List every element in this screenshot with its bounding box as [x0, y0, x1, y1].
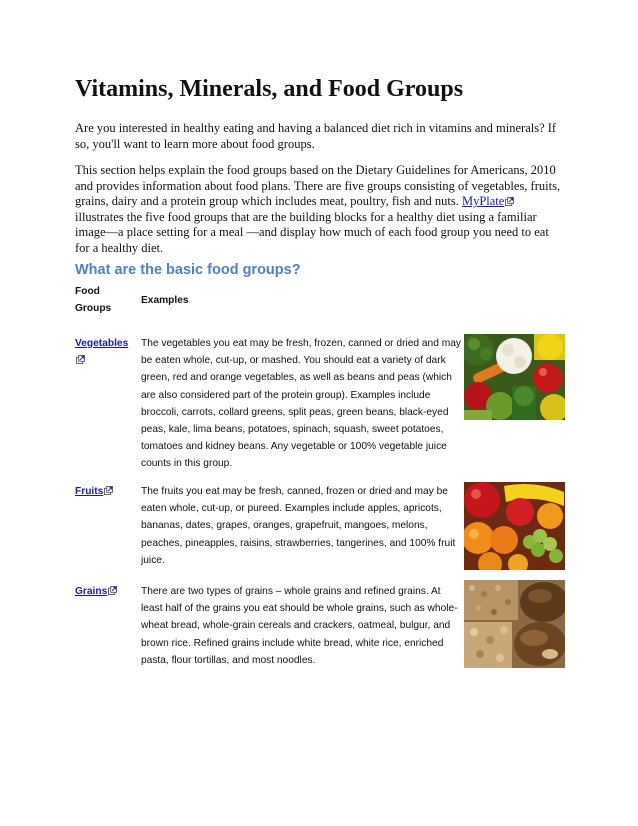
vegetables-description: The vegetables you eat may be fresh, frozen, canned or dried and may be eaten whole, cut-up, or mashed. You should eat a variety of dark green, red and orange vegetables, as well as beans and peas (which are also considered part of the protein group). Examples include broccoli, carrots, collard greens, split peas, green beans, black-eyed peas, kale, lima beans, potatoes, spinach, squash, sweet potatoes, tomatoes and kidney beans. Any vegetable or 100% vegetable juice counts in this group. [141, 338, 461, 470]
grains-link[interactable]: Grains [75, 586, 108, 597]
table-header-food-groups: Food Groups [75, 286, 112, 315]
group-cell [75, 483, 137, 500]
external-link-icon[interactable] [108, 586, 117, 595]
fruits-link[interactable]: Fruits [75, 486, 104, 497]
myplate-link[interactable]: MyPlate [461, 194, 505, 208]
vegetables-link[interactable]: Vegetables [75, 338, 129, 349]
grains-description: There are two types of grains – whole grains and refined grains. At least half of the grains you eat should be whole grains, such as whole-wheat bread, whole-grain cereals and crackers, oatmeal, bulgur, and brown rice. Refined grains include white bread, white rice, enriched pasta, flour tortillas, and most noodles. [141, 586, 458, 666]
food-groups-paragraph [75, 163, 565, 256]
group-cell [75, 583, 137, 600]
table-header-examples: Examples [141, 295, 189, 306]
page-title: Vitamins, Minerals, and Food Groups [75, 76, 464, 102]
fruits-photo [464, 482, 565, 570]
external-link-icon[interactable] [76, 355, 85, 364]
intro-paragraph: Are you interested in healthy eating and having a balanced diet rich in vitamins and minerals? If so, you'll want to learn more about food groups. [75, 121, 557, 151]
external-link-icon[interactable] [505, 197, 514, 206]
section-heading: What are the basic food groups? [75, 262, 301, 278]
paragraph-text-after-link: illustrates the five food groups that are the building blocks for a healthy diet using a familiar image—a place setting for a meal —and display how much of each food group you need to eat for a healthy diet. [75, 209, 549, 255]
vegetables-photo [464, 334, 565, 420]
paragraph-text-before-link: This section helps explain the food groups based on the Dietary Guidelines for Americans, 2010 and provides information about food plans. There are five groups consisting of vegetables, fruits, grains, dairy and a protein group which includes meat, poultry, fish and nuts. [75, 163, 561, 208]
group-cell [75, 335, 137, 369]
grains-photo [464, 580, 565, 668]
fruits-description: The fruits you eat may be fresh, canned, frozen or dried and may be eaten whole, cut-up, or pureed. Examples include apples, apricots, bananas, dates, grapes, oranges, grapefruit, mangoes, melons, peaches, pineapples, raisins, strawberries, tangerines, and 100% fruit juice. [141, 486, 456, 566]
external-link-icon[interactable] [104, 486, 113, 495]
